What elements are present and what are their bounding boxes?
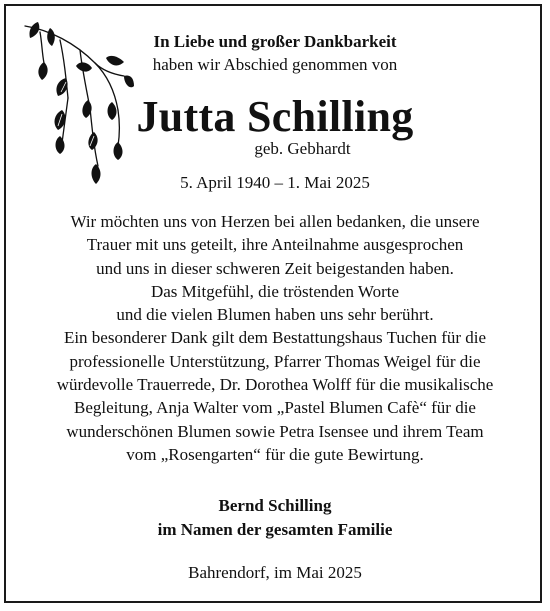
message-line: vom „Rosengarten“ für die gute Bewirtung. bbox=[126, 444, 424, 464]
message-line: und uns in dieser schweren Zeit beigestanden haben. bbox=[96, 258, 454, 278]
signature bbox=[0, 494, 550, 542]
message-line: würdevolle Trauerrede, Dr. Dorothea Wolff für die musikalische bbox=[56, 375, 494, 395]
intro-line-2: haben wir Abschied genommen von bbox=[152, 55, 398, 74]
place-date: Bahrendorf, im Mai 2025 bbox=[188, 563, 362, 582]
intro-line-1: In Liebe und großer Dankbarkeit bbox=[153, 32, 397, 51]
message-line: Begleitung, Anja Walter vom „Pastel Blumen Cafè“ für die bbox=[74, 398, 476, 418]
message-line: Wir möchten uns von Herzen bei allen bedanken, die unsere bbox=[70, 212, 480, 231]
signature-name: Bernd Schilling bbox=[218, 496, 332, 515]
life-dates: 5. April 1940 – 1. Mai 2025 bbox=[180, 173, 370, 192]
message-line: wunderschönen Blumen sowie Petra Isensee und ihrem Team bbox=[66, 421, 484, 441]
birth-name: geb. Gebhardt bbox=[254, 139, 351, 158]
signature-family: im Namen der gesamten Familie bbox=[157, 520, 393, 539]
message-text bbox=[0, 210, 550, 466]
message-line: Ein besonderer Dank gilt dem Bestattungshaus Tuchen für die bbox=[63, 328, 487, 348]
message-line: Das Mitgefühl, die tröstenden Worte bbox=[150, 281, 400, 301]
deceased-name: Jutta Schilling bbox=[136, 92, 414, 141]
intro-text bbox=[0, 30, 550, 76]
message-line: Trauer mit uns geteilt, ihre Anteilnahme ausgesprochen bbox=[86, 235, 464, 255]
message-line: und die vielen Blumen haben uns sehr berührt. bbox=[116, 305, 434, 325]
message-line: professionelle Unterstützung, Pfarrer Thomas Weigel für die bbox=[69, 351, 481, 371]
